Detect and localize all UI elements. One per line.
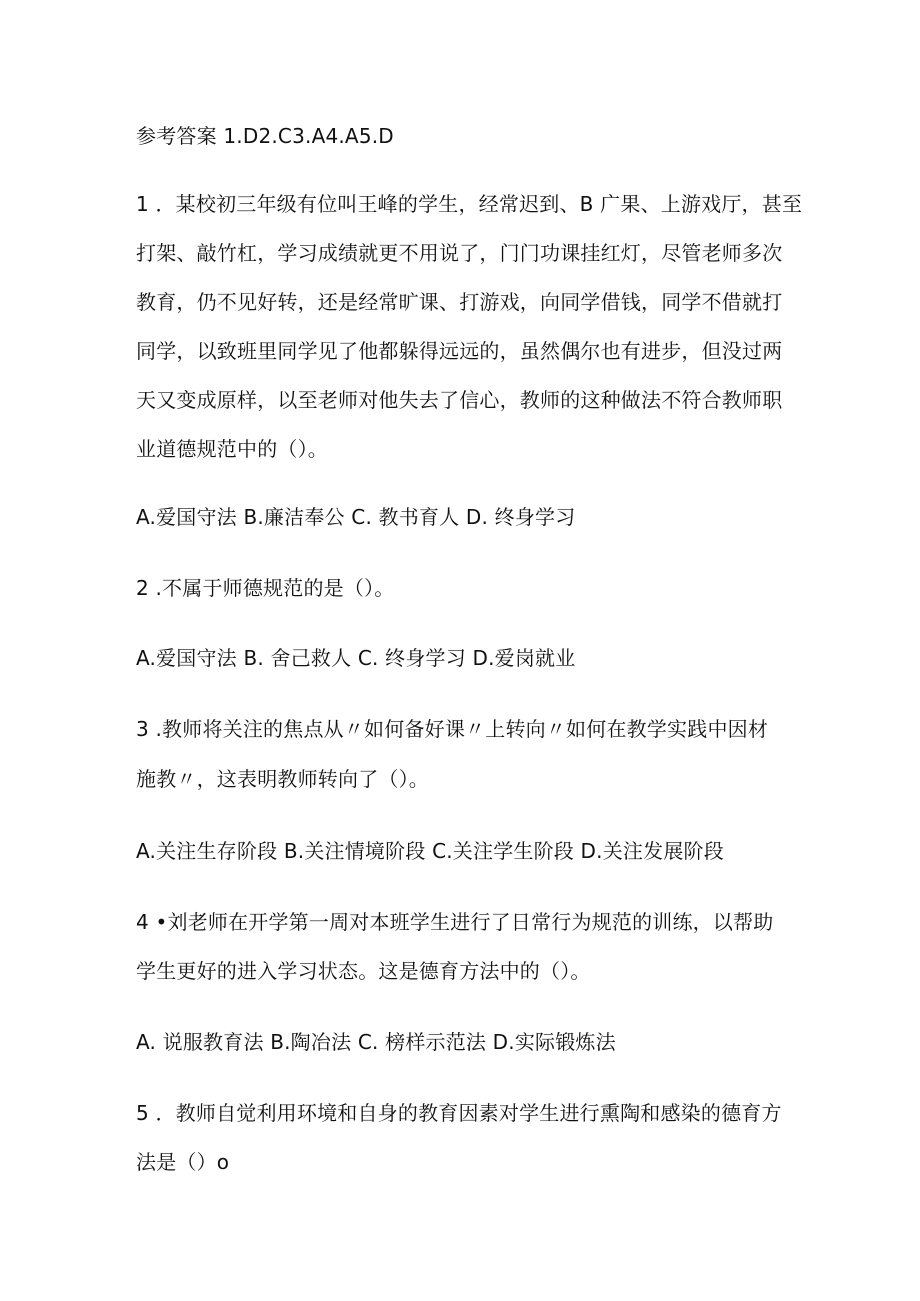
question-1-line-5: 天又变成原样，以至老师对他失去了信心，教师的这种做法不符合教师职 (136, 388, 783, 412)
question-1-line-6: 业道德规范中的（）。 (136, 437, 328, 461)
question-2-options: A.爱国守法 B. 舍己救人 C. 终身学习 D.爱岗就业 (136, 646, 576, 670)
question-1-line-1: 1 ．某校初三年级有位叫王峰的学生，经常迟到、B 广果、上游戏厅，甚至 (136, 192, 803, 216)
question-5-line-1: 5 ．教师自觉利用环境和自身的教育因素对学生进行熏陶和感染的德育方 (136, 1101, 782, 1125)
question-2-line-1: 2 .不属于师德规范的是（）。 (136, 576, 395, 600)
question-5-line-2: 法是（）o (136, 1150, 230, 1174)
question-3-line-2: 施教〃，这表明教师转向了（）。 (136, 767, 429, 791)
question-3-line-1: 3 .教师将关注的焦点从〃如何备好课〃上转向〃如何在教学实践中因材 (136, 717, 769, 741)
question-1-line-3: 教育，仍不见好转，还是经常旷课、打游戏，向同学借钱，同学不借就打 (136, 290, 783, 314)
question-4-options: A. 说服教育法 B.陶冶法 C. 榜样示范法 D.实际锻炼法 (136, 1030, 616, 1054)
question-3-options: A.关注生存阶段 B.关注情境阶段 C.关注学生阶段 D.关注发展阶段 (136, 839, 724, 863)
question-4-line-2: 学生更好的进入学习状态。这是德育方法中的（）。 (136, 959, 591, 983)
question-1-line-2: 打架、敲竹杠，学习成绩就更不用说了，门门功课挂红灯，尽管老师多次 (136, 241, 783, 265)
answer-key: 参考答案 1.D2.C3.A4.A5.D (136, 124, 394, 148)
question-4-line-1: 4 •刘老师在开学第一周对本班学生进行了日常行为规范的训练，以帮助 (136, 910, 774, 934)
question-1-line-4: 同学，以致班里同学见了他都躲得远远的，虽然偶尔也有进步，但没过两 (136, 339, 783, 363)
question-1-options: A.爱国守法 B.廉洁奉公 C. 教书育人 D. 终身学习 (136, 505, 576, 529)
